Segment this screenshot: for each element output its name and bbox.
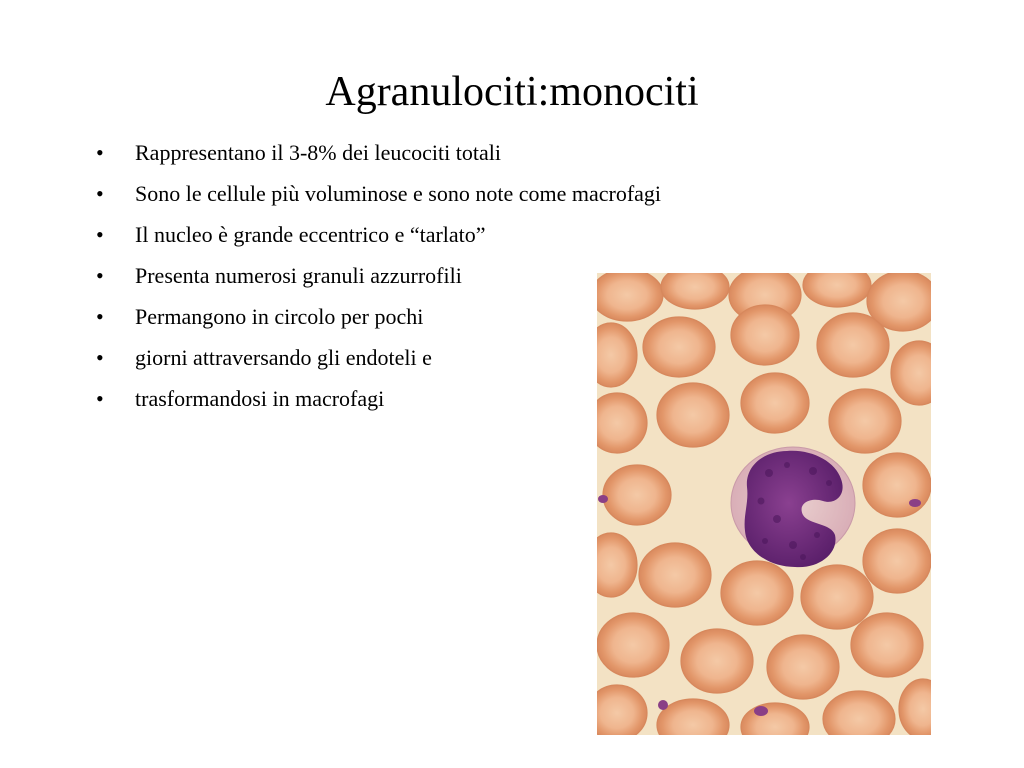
red-blood-cell xyxy=(657,383,729,447)
bullet-marker: • xyxy=(96,222,104,247)
red-blood-cell xyxy=(817,313,889,377)
platelet xyxy=(909,499,921,507)
list-item xyxy=(96,132,856,173)
red-blood-cell xyxy=(829,389,901,453)
platelet xyxy=(658,700,668,710)
bullet-text: Sono le cellule più voluminose e sono note come macrofagi xyxy=(135,181,662,206)
platelet xyxy=(598,495,608,503)
red-blood-cell xyxy=(863,453,931,517)
list-item xyxy=(96,214,856,255)
platelet xyxy=(754,706,768,716)
red-blood-cell xyxy=(851,613,923,677)
red-blood-cell xyxy=(721,561,793,625)
bullet-marker: • xyxy=(96,181,104,206)
bullet-text: Presenta numerosi granuli azzurrofili xyxy=(135,263,462,288)
red-blood-cell xyxy=(863,529,931,593)
bullet-text: trasformandosi in macrofagi xyxy=(135,386,385,411)
bullet-text: giorni attraversando gli endoteli e xyxy=(135,345,432,370)
bullet-text: Il nucleo è grande eccentrico e “tarlato” xyxy=(135,222,486,247)
bullet-marker: • xyxy=(96,304,104,329)
red-blood-cell xyxy=(767,635,839,699)
red-blood-cell xyxy=(639,543,711,607)
red-blood-cell xyxy=(597,613,669,677)
red-blood-cell xyxy=(681,629,753,693)
red-blood-cell xyxy=(643,317,715,377)
slide-title: Agranulociti:monociti xyxy=(325,69,699,115)
red-blood-cell xyxy=(731,305,799,365)
bullet-marker: • xyxy=(96,140,104,165)
bullet-marker: • xyxy=(96,345,104,370)
red-blood-cell xyxy=(741,373,809,433)
red-blood-cell xyxy=(801,565,873,629)
monocyte-micrograph xyxy=(597,273,931,735)
bullet-marker: • xyxy=(96,263,104,288)
bullet-marker: • xyxy=(96,386,104,411)
list-item xyxy=(96,173,856,214)
bullet-text: Rappresentano il 3-8% dei leucociti totali xyxy=(135,140,501,165)
bullet-text: Permangono in circolo per pochi xyxy=(135,304,424,329)
red-blood-cell xyxy=(603,465,671,525)
